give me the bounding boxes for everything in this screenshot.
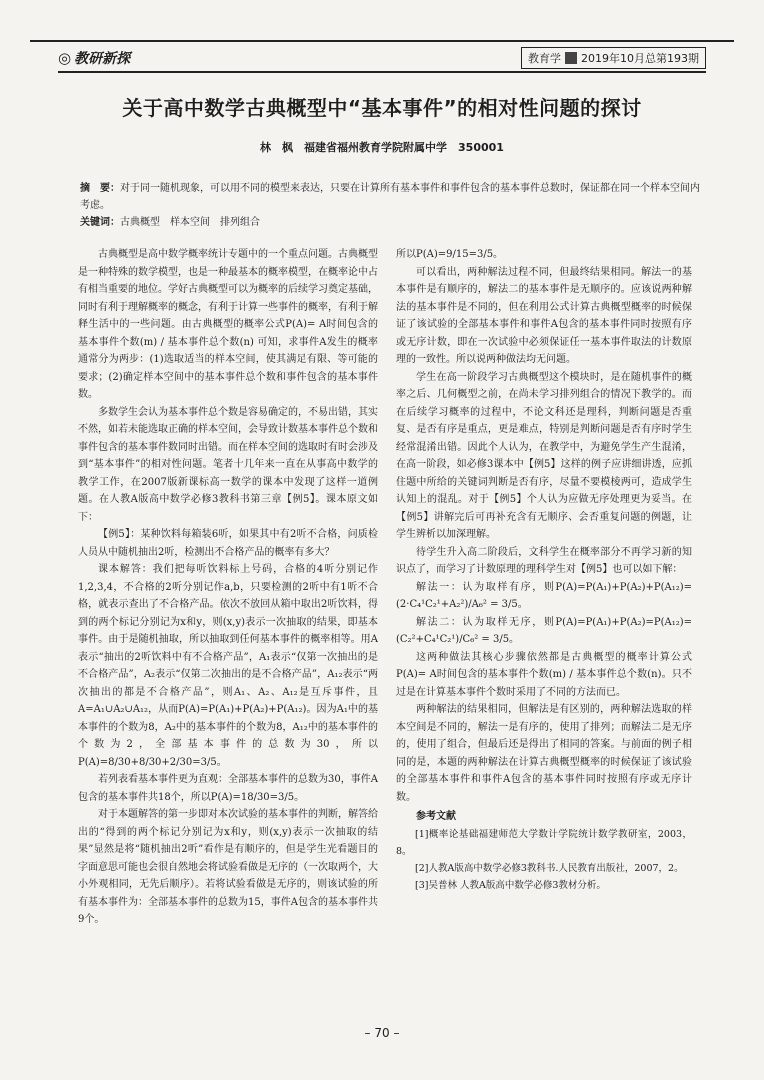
author-line: 林 枫 福建省福州教育学院附属中学 350001 (260, 141, 504, 154)
references-title: 参考文献 (416, 811, 456, 822)
article-title: 关于高中数学古典概型中“基本事件”的相对性问题的探讨 (122, 96, 642, 120)
reference-item: [3]吴普林 人教A版高中数学必修3教材分析。 (415, 879, 606, 891)
paragraph: 学生在高一阶段学习古典概型这个模块时，是在随机事件的概率之后、几何概型之前，在尚未学习排列组合的情况下教学的。而在后续学习概率的过程中，不论文科还是理科，判断问题是否重复、是否有序是重点，更是难点，特别是判断问题是否有序时学生经常混淆出错。因此个人认为，在教学中，为避免学生产生混淆，在高一阶段，如必修3课本中【例5】这样的例子应讲细讲透，应抓住题中所给的关键词判断是否有序，尽量不要模棱两可，造成学生认知上的混乱。对于【例5】个人认为应做无序处理更为妥当。在【例5】讲解完后可再补充含有无顺序、会否重复问题的例题，让学生辨析以加深理解。 (396, 371, 692, 540)
paragraph: 课本解答：我们把每听饮料标上号码，合格的4听分别记作1,2,3,4，不合格的2听分别记作a,b，只要检测的2听中有1听不合格，就表示查出了不合格产品。依次不放回从箱中取出2听饮料，得到的两个标记分别记为x和y，则(x,y)表示一次抽取的结果，即基本事件。由于是随机抽取，所以抽取到任何基本事件的概率相等。用A表示“抽出的2听饮料中有不合格产品”，A₁表示“仅第一次抽出的是不合格产品”，A₂表示“仅第二次抽出的是不合格产品”，A₁₂表示“两次抽出的都是不合格产品”，则A₁、A₂、A₁₂是互斥事件，且A=A₁∪A₂∪A₁₂，从而P(A)=P(A₁)+P(A₂)+P(A₁₂)。因为A₁中的基本事件的个数为8，A₂中的基本事件的个数为8，A₁₂中的基本事件的个数为2，全部基本事件的总数为30，所以P(A)=8/30+8/30+2/30=3/5。 (78, 564, 378, 768)
issue-info: 2019年10月总第193期 (581, 52, 699, 65)
solution-one: 解法一：认为取样有序，则P(A)=P(A₁)+P(A₂)+P(A₁₂)= (2·C₄¹C₂¹+A₂²)/A₆² = 3/5。 (396, 581, 692, 610)
page-number: – 70 – (364, 1026, 400, 1040)
left-column (78, 246, 378, 929)
paragraph: 多数学生会认为基本事件总个数是容易确定的，不易出错，其实不然，如若未能选取正确的样本空间，会导致计数基本事件总个数和事件包含的基本事件数同时出错。而在样本空间的选取时有时会涉及到“基本事件”的相对性问题。笔者十几年来一直在从事高中数学的教学工作，在2007版新课标高一数学的课本中发现了这样一道例题。在人教A版高中数学必修3教科书第三章【例5】。课本原文如下： (78, 406, 378, 523)
example-statement: 【例5】：某种饮料每箱装6听，如果其中有2听不合格，问质检人员从中随机抽出2听，检测出不合格产品的概率有多大？ (78, 529, 378, 558)
paragraph: 若列表看基本事件更为直观：全部基本事件的总数为30，事件A包含的基本事件共18个，所以P(A)=18/30=3/5。 (78, 774, 378, 803)
right-column (396, 246, 692, 894)
keywords (80, 214, 704, 231)
column-name (58, 48, 130, 68)
paragraph: 对于本题解答的第一步即对本次试验的基本事件的判断，解答给出的“得到的两个标记分别记为x和y，则(x,y)表示一次抽取的结果”显然是将“随机抽出2听”看作是有顺序的，但是学生光看题目的字面意思可能也会很自然地会将试验看做是无序的（一次取两个，大小外观相同，无先后顺序）。若将试验看做是无序的，则该试验的所有基本事件为：全部基本事件的总数为15，事件A包含的基本事件共9个。 (78, 809, 378, 925)
column-logo-icon: ◎ (58, 49, 72, 67)
issue-box (521, 47, 706, 69)
abstract-text: 对于同一随机现象，可以用不同的模型来表达，只要在计算所有基本事件和事件包含的基本事件总数时，保证都在同一个样本空间内考虑。 (80, 183, 700, 211)
journal-name: 教育学 (528, 52, 561, 65)
top-rule (30, 40, 734, 42)
reference-item: [1]概率论基础福建师范大学数计学院统计数学教研室，2003，8。 (396, 828, 692, 857)
journal-mark-icon (565, 52, 577, 64)
paragraph: 待学生升入高二阶段后，文科学生在概率部分不再学习新的知识点了，而学习了计数原理的理科学生对【例5】也可以如下解： (396, 546, 692, 575)
keywords-text: 古典概型 样本空间 排列组合 (120, 217, 260, 228)
keywords-label: 关键词： (80, 217, 120, 228)
solution-two: 解法二：认为取样无序，则P(A)=P(A₁)+P(A₂)=P(A₁₂)= (C₂²+C₄¹C₂¹)/C₆² = 3/5。 (396, 616, 692, 645)
paragraph: 这两种做法其核心步骤依然都是古典概型的概率计算公式P(A)= A时间包含的基本事件个数(m) / 基本事件总个数(n)。只不过是在计算基本事件个数时采用了不同的方法而已。 (396, 651, 692, 698)
abstract (80, 180, 704, 214)
abstract-label: 摘 要： (80, 183, 120, 194)
paragraph: 所以P(A)=9/15=3/5。 (396, 249, 504, 260)
paragraph: 两种解法的结果相同，但解法是有区别的，两种解法选取的样本空间是不同的，解法一是有序的，使用了排列；而解法二是无序的，使用了组合，但最后还是得出了相同的答案。与前面的例子相同的是，本题的两种解法在计算古典概型概率的时候保证了该试验的全部基本事件和事件A包含的基本事件同时按照有序或无序计数。 (396, 704, 692, 803)
column-name-text: 教研新探 (74, 51, 131, 67)
header-rule (58, 71, 706, 73)
running-header (58, 46, 706, 70)
reference-item: [2]人教A版高中数学必修3教科书.人民教育出版社，2007，2。 (415, 862, 684, 874)
paragraph: 可以看出，两种解法过程不同，但最终结果相同。解法一的基本事件是有顺序的，解法二的基本事件是无顺序的。应该说两种解法的基本事件是不同的，但在利用公式计算古典概型概率的时候保证了该试验的全部基本事件和事件A包含的基本事件同时按照有序或无序计数，即在一次试验中必须保证任一基本事件取法的计数原理的一致性。所以说两种做法均无问题。 (396, 266, 692, 365)
paragraph: 古典概型是高中数学概率统计专题中的一个重点问题。古典概型是一种特殊的数学模型，也是一种最基本的概率模型，在概率论中占有相当重要的地位。学好古典概型可以为概率的后续学习奠定基础，同时有利于理解概率的概念，有利于计算一些事件的概率，有利于解释生活中的一些问题。由古典概型的概率公式P(A)= A时间包含的基本事件个数(m) / 基本事件总个数(n) 可知，求事件A发生的概率通常分为两步：(1)选取适当的样本空间，使其满足有限、等可能的要求；(2)确定样本空间中的基本事件总个数和事件包含的基本事件数。 (78, 249, 378, 400)
